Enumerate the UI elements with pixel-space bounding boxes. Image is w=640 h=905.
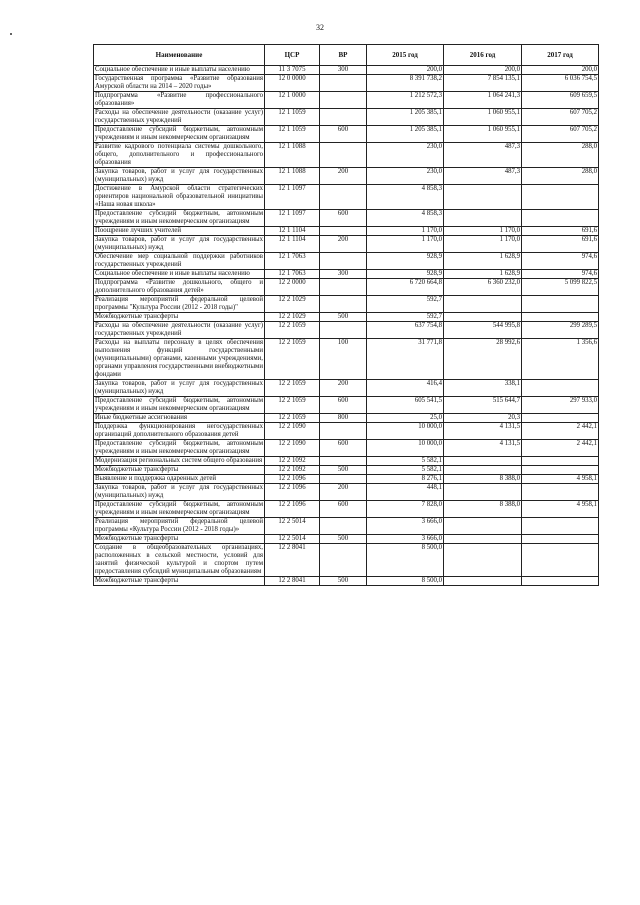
row-name: Предоставление субсидий бюджетным, автономным учреждениям и иным некоммерческим организациям [95,126,263,141]
row-csr: 12 2 1029 [265,296,320,313]
row-2016 [444,577,522,586]
row-name: Предоставление субсидий бюджетным, автономным учреждениям и иным некоммерческим организациям [95,501,263,516]
row-name: Реализация мероприятий федеральной целевой программы "Культура России (2012 - 2018 годы)" [95,296,263,311]
row-2017 [522,313,599,322]
header-csr: ЦСР [265,45,320,66]
row-2016: 1 628,9 [444,253,522,270]
row-vr [320,322,367,339]
row-csr: 12 1 1104 [265,227,320,236]
row-csr: 12 2 8041 [265,544,320,577]
row-vr: 200 [320,380,367,397]
row-name: Иные бюджетные ассигнования [94,414,265,423]
row-2015: 416,4 [367,380,444,397]
table-row [94,322,599,339]
row-csr: 11 3 7075 [265,66,320,75]
row-name: Поддержка функционирования негосударственных организаций дополнительного образования детей [95,423,263,438]
table-row [94,126,599,143]
table-row [94,253,599,270]
row-vr: 200 [320,484,367,501]
row-2016: 8 388,0 [444,501,522,518]
table-row [94,457,599,466]
row-csr: 12 2 8041 [265,577,320,586]
row-name: Обеспечение мер социальной поддержки работников государственных учреждений [95,253,263,268]
row-2015: 1 212 572,3 [367,92,444,109]
row-vr: 200 [320,236,367,253]
header-name: Наименование [94,45,265,66]
row-name: Подпрограмма «Развитие дошкольного, общего и дополнительного образования детей» [95,279,263,294]
row-2017: 297 933,0 [522,397,599,414]
table-row [94,339,599,380]
row-vr: 600 [320,126,367,143]
row-2015: 7 828,0 [367,501,444,518]
table-row [94,423,599,440]
row-2015: 25,0 [367,414,444,423]
row-2015: 10 000,0 [367,423,444,440]
table-row [94,414,599,423]
row-vr: 800 [320,414,367,423]
row-2015: 1 170,0 [367,227,444,236]
row-vr: 600 [320,210,367,227]
row-2017: 4 958,1 [522,475,599,484]
row-2017: 2 442,1 [522,423,599,440]
row-name: Подпрограмма «Развитие профессионального образования» [95,92,263,107]
row-csr: 12 1 7063 [265,253,320,270]
table-row [94,501,599,518]
row-2015: 448,1 [367,484,444,501]
row-name: Предоставление субсидий бюджетным, автономным учреждениям и иным некоммерческим организациям [95,440,263,455]
row-2016: 28 992,6 [444,339,522,380]
table-row [94,544,599,577]
header-2016: 2016 год [444,45,522,66]
row-2017: 4 958,1 [522,501,599,518]
row-2015: 1 205 385,1 [367,109,444,126]
row-2016 [444,466,522,475]
row-2015: 10 000,0 [367,440,444,457]
row-2017: 2 442,1 [522,440,599,457]
row-csr: 12 1 1104 [265,236,320,253]
row-csr: 12 2 1059 [265,322,320,339]
row-csr: 12 2 1096 [265,475,320,484]
row-2016 [444,210,522,227]
row-2015: 230,0 [367,168,444,185]
row-2017 [522,296,599,313]
row-2015: 3 666,0 [367,518,444,535]
row-vr [320,296,367,313]
table-row [94,466,599,475]
row-2017 [522,518,599,535]
table-row [94,270,599,279]
row-vr [320,185,367,210]
row-csr: 12 1 1088 [265,143,320,168]
row-2016: 4 131,5 [444,423,522,440]
table-row [94,279,599,296]
row-2015: 928,9 [367,270,444,279]
row-csr: 12 1 1059 [265,109,320,126]
row-2016: 487,3 [444,168,522,185]
row-vr [320,423,367,440]
row-2017: 288,0 [522,143,599,168]
row-vr: 600 [320,501,367,518]
row-2017: 974,6 [522,270,599,279]
row-2016: 1 170,0 [444,227,522,236]
row-vr [320,92,367,109]
row-2015: 6 720 664,8 [367,279,444,296]
row-csr: 12 2 5014 [265,518,320,535]
row-name: Модернизация региональных систем общего образования [94,457,265,466]
row-2015: 8 500,0 [367,544,444,577]
row-2016 [444,313,522,322]
row-2016: 487,3 [444,143,522,168]
row-csr: 12 2 1090 [265,423,320,440]
row-name: Социальное обеспечение и иные выплаты населению [94,270,265,279]
row-csr: 12 2 1090 [265,440,320,457]
row-2016 [444,457,522,466]
row-2015: 8 500,0 [367,577,444,586]
row-2016: 4 131,5 [444,440,522,457]
table-row [94,535,599,544]
row-2016: 515 644,7 [444,397,522,414]
scan-speck [10,33,12,35]
row-name: Достижение в Амурской области стратегических ориентиров национальной образовательной инициативы «Наша новая школа» [95,185,263,208]
row-2017 [522,466,599,475]
row-2017 [522,535,599,544]
row-vr [320,544,367,577]
row-name: Расходы на обеспечение деятельности (оказание услуг) государственных учреждений [95,322,263,337]
row-vr [320,75,367,92]
row-2015: 1 205 385,1 [367,126,444,143]
row-2017 [522,577,599,586]
header-vr: ВР [320,45,367,66]
row-name: Закупка товаров, работ и услуг для государственных (муниципальных) нужд [95,236,263,251]
row-name: Государственная программа «Развитие образования Амурской области на 2014 – 2020 годы» [95,75,263,90]
row-2015: 230,0 [367,143,444,168]
row-2017 [522,484,599,501]
row-csr: 12 1 1059 [265,126,320,143]
row-2016 [444,185,522,210]
row-2015: 592,7 [367,296,444,313]
row-vr [320,279,367,296]
table-row [94,440,599,457]
row-name: Межбюджетные трансферты [94,577,265,586]
row-name: Предоставление субсидий бюджетным, автономным учреждениям и иным некоммерческим организациям [95,210,263,225]
row-csr: 12 1 1097 [265,210,320,227]
row-2016: 7 854 135,1 [444,75,522,92]
row-vr [320,475,367,484]
row-2016: 1 628,9 [444,270,522,279]
table-row [94,185,599,210]
row-vr: 300 [320,270,367,279]
row-2015: 3 666,0 [367,535,444,544]
row-vr: 500 [320,466,367,475]
row-2017: 299 289,5 [522,322,599,339]
row-csr: 12 2 1059 [265,380,320,397]
table-row [94,380,599,397]
row-2015: 31 771,8 [367,339,444,380]
row-name: Закупка товаров, работ и услуг для государственных (муниципальных) нужд [95,168,263,183]
row-vr [320,143,367,168]
row-2016: 1 170,0 [444,236,522,253]
row-name: Закупка товаров, работ и услуг для государственных (муниципальных) нужд [95,484,263,499]
row-2015: 8 276,1 [367,475,444,484]
table-row [94,313,599,322]
row-csr: 12 2 1096 [265,501,320,518]
table-row [94,143,599,168]
table-row [94,518,599,535]
row-csr: 12 2 1029 [265,313,320,322]
row-2016: 8 388,0 [444,475,522,484]
row-vr: 100 [320,339,367,380]
row-name: Поощрение лучших учителей [94,227,265,236]
row-csr: 12 1 1097 [265,185,320,210]
row-2016 [444,296,522,313]
row-2017: 6 036 754,5 [522,75,599,92]
row-2017: 200,0 [522,66,599,75]
row-csr: 12 2 5014 [265,535,320,544]
row-2016 [444,535,522,544]
row-2016: 1 064 241,3 [444,92,522,109]
row-vr: 500 [320,535,367,544]
page-number: 32 [316,23,324,32]
row-vr [320,227,367,236]
row-name: Закупка товаров, работ и услуг для государственных (муниципальных) нужд [95,380,263,395]
table-row [94,397,599,414]
row-vr: 200 [320,168,367,185]
row-2016 [444,544,522,577]
table-row [94,66,599,75]
row-2017: 288,0 [522,168,599,185]
table-row [94,168,599,185]
row-vr: 600 [320,397,367,414]
row-2017: 5 099 822,5 [522,279,599,296]
row-name: Расходы на обеспечение деятельности (оказание услуг) государственных учреждений [95,109,263,124]
row-name: Межбюджетные трансферты [94,466,265,475]
table-row [94,577,599,586]
row-2017: 607 705,2 [522,109,599,126]
row-2015: 8 391 738,2 [367,75,444,92]
row-2015: 592,7 [367,313,444,322]
row-name: Социальное обеспечение и иные выплаты населению [94,66,265,75]
row-2016 [444,518,522,535]
row-2017 [522,544,599,577]
row-2016: 20,3 [444,414,522,423]
table-row [94,484,599,501]
row-2016: 544 995,8 [444,322,522,339]
row-2016: 6 360 232,0 [444,279,522,296]
row-2015: 637 754,8 [367,322,444,339]
row-csr: 12 1 7063 [265,270,320,279]
row-2017: 691,6 [522,236,599,253]
row-2015: 4 858,3 [367,185,444,210]
row-csr: 12 2 1059 [265,397,320,414]
row-csr: 12 2 1059 [265,339,320,380]
row-2015: 1 170,0 [367,236,444,253]
row-2016: 1 060 955,1 [444,126,522,143]
row-vr [320,253,367,270]
row-vr [320,518,367,535]
table-row [94,296,599,313]
row-vr: 300 [320,66,367,75]
row-2015: 5 582,1 [367,466,444,475]
row-name: Выявление и поддержка одаренных детей [94,475,265,484]
table-row [94,210,599,227]
row-csr: 12 2 1059 [265,414,320,423]
row-2017: 607 705,2 [522,126,599,143]
row-2015: 200,0 [367,66,444,75]
row-2015: 5 582,1 [367,457,444,466]
table-row [94,227,599,236]
table-row [94,109,599,126]
row-name: Предоставление субсидий бюджетным, автономным учреждениям и иным некоммерческим организациям [95,397,263,412]
row-csr: 12 1 0000 [265,92,320,109]
table-body [94,66,599,586]
row-2017 [522,210,599,227]
row-2016 [444,484,522,501]
row-2015: 605 541,5 [367,397,444,414]
budget-table [93,44,599,586]
row-vr [320,109,367,126]
row-csr: 12 2 1096 [265,484,320,501]
row-2017 [522,414,599,423]
row-csr: 12 2 1092 [265,466,320,475]
row-2017 [522,380,599,397]
row-csr: 12 0 0000 [265,75,320,92]
row-2017: 1 356,6 [522,339,599,380]
row-vr [320,457,367,466]
table-row [94,475,599,484]
row-2017: 974,6 [522,253,599,270]
row-2017: 691,6 [522,227,599,236]
row-2015: 4 858,3 [367,210,444,227]
row-name: Межбюджетные трансферты [94,535,265,544]
row-vr: 500 [320,313,367,322]
header-2015: 2015 год [367,45,444,66]
row-csr: 12 1 1088 [265,168,320,185]
row-name: Развитие кадрового потенциала системы дошкольного, общего, дополнительного и профессионального образования [95,143,263,166]
row-2017 [522,457,599,466]
row-vr: 500 [320,577,367,586]
row-2016: 200,0 [444,66,522,75]
row-2015: 928,9 [367,253,444,270]
header-2017: 2017 год [522,45,599,66]
row-name: Межбюджетные трансферты [94,313,265,322]
row-name: Создание в общеобразовательных организациях, расположенных в сельской местности, условий для занятий физической культурой и спортом путем предоставления субсидий муниципальным образованиям [95,544,263,575]
row-2017 [522,185,599,210]
table-row [94,75,599,92]
table-row [94,92,599,109]
row-2016: 338,1 [444,380,522,397]
row-vr: 600 [320,440,367,457]
table-header-row [94,45,599,66]
table-row [94,236,599,253]
row-2017: 609 659,5 [522,92,599,109]
row-name: Реализация мероприятий федеральной целевой программы «Культура России (2012 - 2018 годы)» [95,518,263,533]
row-2016: 1 060 955,1 [444,109,522,126]
row-csr: 12 2 0000 [265,279,320,296]
row-name: Расходы на выплаты персоналу в целях обеспечения выполнения функций государственными (муниципальными) органами, казенными учреждениями, органами управления государственными внебюджетными фондами [95,339,263,378]
row-csr: 12 2 1092 [265,457,320,466]
